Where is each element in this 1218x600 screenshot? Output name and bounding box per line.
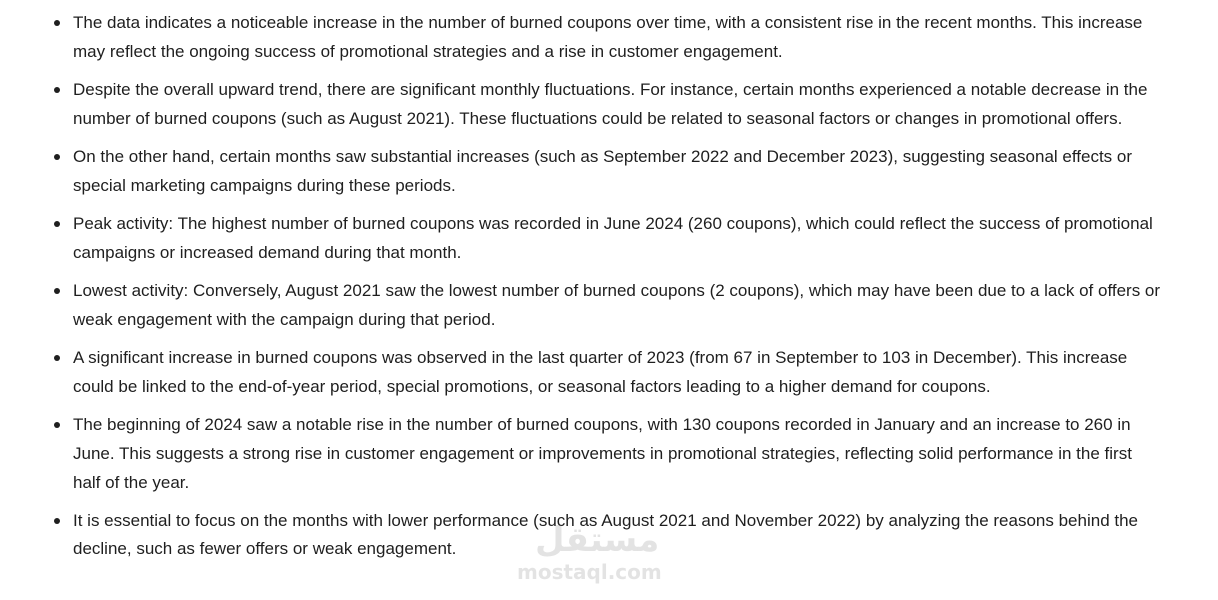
list-item-text: Lowest activity: Conversely, August 2021 saw the lowest number of burned coupons (2 coupons), which may have been due to a lack of offers or weak engagement with the campaign during that period.: [73, 280, 1161, 329]
list-item: [51, 277, 1161, 335]
list-item-text: A significant increase in burned coupons was observed in the last quarter of 2023 (from 67 in September to 103 in December). This increase could be linked to the end-of-year period, special promotions, or seasonal factors leading to a higher demand for coupons.: [73, 347, 1128, 396]
bullet-icon: [54, 355, 60, 361]
bullet-icon: [54, 518, 60, 524]
bullet-icon: [54, 422, 60, 428]
bullet-icon: [54, 20, 60, 26]
list-item: [51, 210, 1161, 268]
watermark-url: mostaql.com: [517, 560, 662, 584]
list-item-text: Despite the overall upward trend, there are significant monthly fluctuations. For instance, certain months experienced a notable decrease in the number of burned coupons (such as August 2021). These fluctuations could be related to seasonal factors or changes in promotional offers.: [73, 79, 1148, 128]
watermark-logo: مستقل: [535, 520, 660, 560]
bullet-icon: [54, 221, 60, 227]
list-item: [51, 76, 1161, 134]
list-item-text: The data indicates a noticeable increase in the number of burned coupons over time, with a consistent rise in the recent months. This increase may reflect the ongoing success of promotional strategies and a rise in customer engagement.: [73, 13, 1143, 61]
list-item-text: On the other hand, certain months saw substantial increases (such as September 2022 and December 2023), suggesting seasonal effects or special marketing campaigns during these periods.: [73, 146, 1133, 195]
list-item: [51, 411, 1161, 497]
list-item: [51, 9, 1161, 67]
list-item: [51, 344, 1161, 402]
list-item: [51, 143, 1161, 201]
list-item: [51, 507, 1161, 565]
list-item-text: The beginning of 2024 saw a notable rise in the number of burned coupons, with 130 coupons recorded in January and an increase to 260 in June. This suggests a strong rise in customer engagement or improvements in promotional strategies, reflecting solid performance in the first half of the year.: [73, 414, 1132, 492]
findings-list: [51, 9, 1161, 574]
list-item-text: Peak activity: The highest number of burned coupons was recorded in June 2024 (260 coupons), which could reflect the success of promotional campaigns or increased demand during that month.: [73, 213, 1153, 262]
list-item-text: It is essential to focus on the months with lower performance (such as August 2021 and November 2022) by analyzing the reasons behind the decline, such as fewer offers or weak engagement.: [73, 510, 1139, 559]
bullet-icon: [54, 288, 60, 294]
bullet-icon: [54, 87, 60, 93]
bullet-icon: [54, 154, 60, 160]
